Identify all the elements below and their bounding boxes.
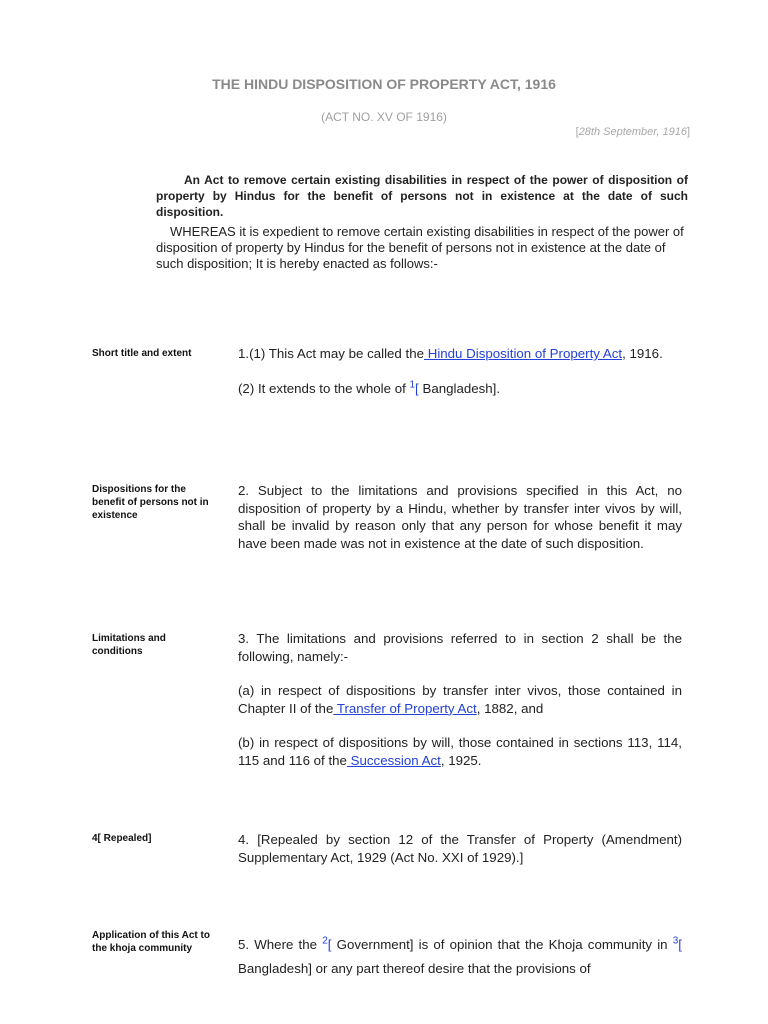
section-1 xyxy=(238,345,682,414)
section-1-para-2 xyxy=(238,380,682,398)
text: Bangladesh] or any part thereof desire that the provisions of xyxy=(238,961,591,976)
text: , 1916. xyxy=(622,346,663,361)
act-date-text: 28th September, 1916 xyxy=(578,126,687,138)
side-note-section-4: 4[ Repealed] xyxy=(92,833,152,844)
bracket: [ xyxy=(327,937,332,952)
succession-act-link[interactable]: Succession Act xyxy=(346,752,441,768)
section-3-para-3 xyxy=(238,734,682,769)
transfer-of-property-act-link[interactable]: Transfer of Property Act xyxy=(333,700,477,716)
footnote-3-link[interactable]: 3 xyxy=(672,935,679,947)
text: 1.(1) This Act may be called the xyxy=(238,346,425,361)
section-2-para-1: 2. Subject to the limitations and provisions specified in this Act, no disposition of property by a Hindu, whether by transfer inter vivos by will, shall be invalid by reason only that any person for whose benefit it may have been made was not in existence at the date of such disposition. xyxy=(238,483,682,551)
section-5-para-1 xyxy=(238,933,682,981)
section-4 xyxy=(238,831,682,883)
text: 5. Where the xyxy=(238,937,323,952)
footnote-1-link[interactable]: 1 xyxy=(409,379,416,391)
section-5 xyxy=(238,933,682,998)
side-note-section-3: Limitations and conditions xyxy=(92,633,166,657)
side-note-section-5: Application of this Act to the khoja community xyxy=(92,930,210,954)
hindu-disposition-act-link[interactable]: Hindu Disposition of Property Act xyxy=(424,346,623,361)
text: (b) in respect of dispositions by will, those contained in sections 113, 114, 115 and 116 of the xyxy=(238,735,682,768)
whereas-clause: WHEREAS it is expedient to remove certain existing disabilities in respect of the power of disposition of property by Hindus for the benefit of persons not in existence at the date of such disposition; It is hereby enacted as follows:- xyxy=(156,224,684,271)
text: (a) in respect of dispositions by transfer inter vivos, those contained in Chapter II of the xyxy=(238,683,682,716)
bracket: [ xyxy=(678,937,682,952)
section-3-para-1: 3. The limitations and provisions referred to in section 2 shall be the following, namely:- xyxy=(238,631,682,664)
section-1-para-1 xyxy=(238,345,682,363)
section-3 xyxy=(238,630,682,786)
side-note-section-2: Dispositions for the benefit of persons not in existence xyxy=(92,484,209,521)
text: , 1925. xyxy=(440,752,482,768)
text: Bangladesh]. xyxy=(418,380,501,396)
footnote-2-link[interactable]: 2 xyxy=(322,935,328,947)
act-title: THE HINDU DISPOSITION OF PROPERTY ACT, 1916 xyxy=(212,76,556,92)
side-note-section-1: Short title and extent xyxy=(92,348,192,359)
text: Government] is of opinion that the Khoja community in xyxy=(331,937,673,952)
act-number: (ACT NO. XV OF 1916) xyxy=(321,110,447,124)
section-4-para-1: 4. [Repealed by section 12 of the Transfer of Property (Amendment) Supplementary Act, 1929 (Act No. XXI of 1929).] xyxy=(238,832,682,865)
bracket: [ xyxy=(415,380,419,396)
preamble: An Act to remove certain existing disabilities in respect of the power of disposition of property by Hindus for the benefit of persons not in existence at the date of such disposition. xyxy=(156,173,688,219)
text: , 1882, and xyxy=(476,700,544,716)
section-3-para-2 xyxy=(238,682,682,717)
section-2 xyxy=(238,482,682,569)
act-date: [28th September, 1916] xyxy=(575,126,690,138)
text: (2) It extends to the whole of xyxy=(238,380,410,396)
